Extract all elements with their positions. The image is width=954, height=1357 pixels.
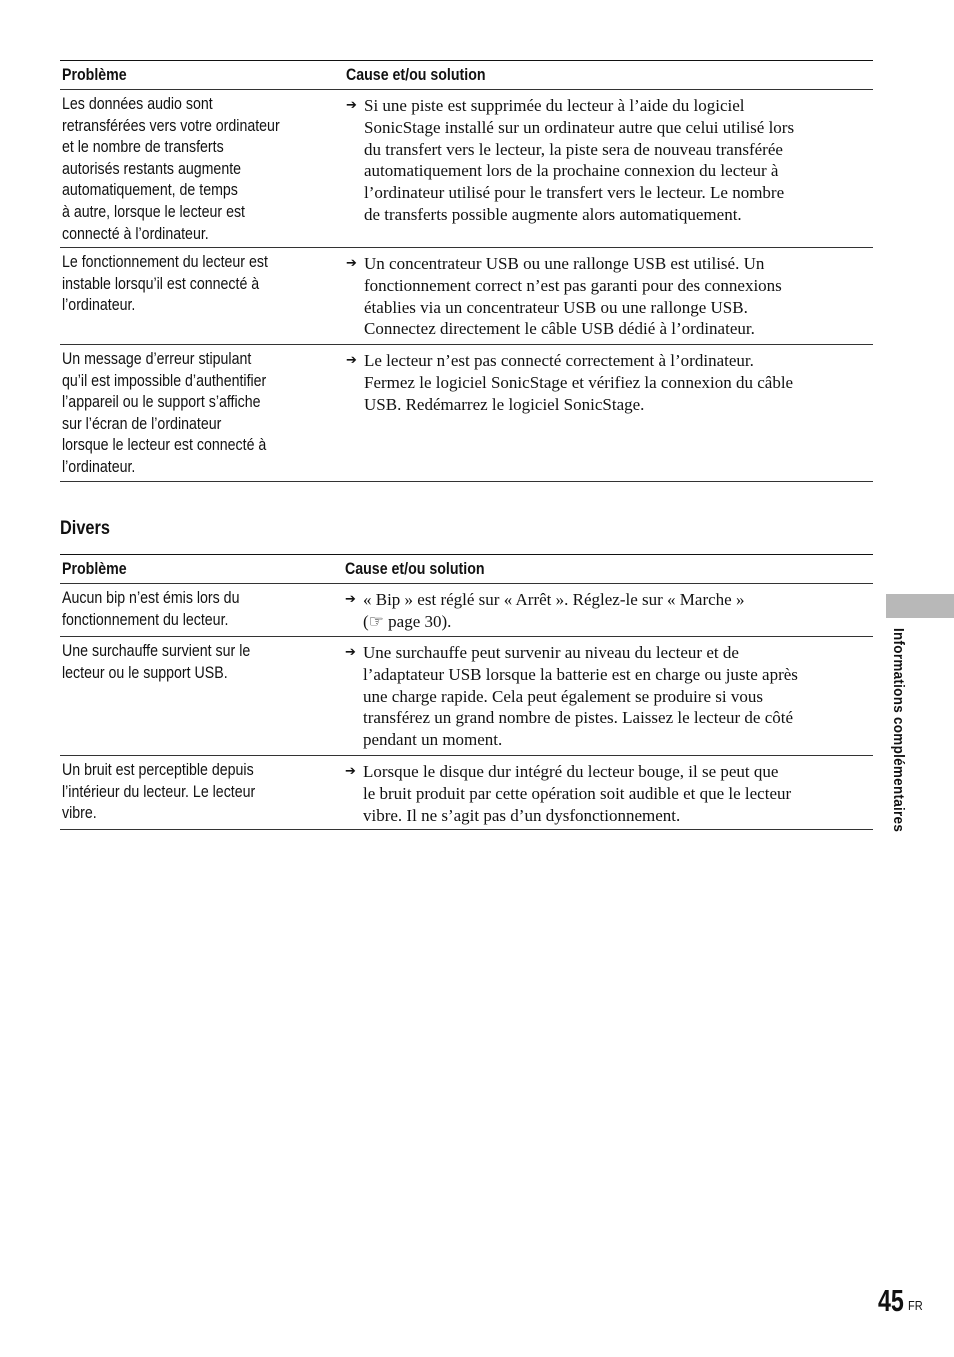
table-row: [60, 345, 873, 482]
table-row: [60, 248, 873, 345]
table-header: [60, 555, 873, 584]
table-row: [60, 637, 873, 756]
problem-text: Aucun bip n’est émis lors du fonctionnement du lecteur.: [62, 589, 240, 629]
page-language: FR: [908, 1298, 923, 1313]
arrow-icon: ➔: [346, 98, 357, 113]
troubleshooting-table-2: [60, 554, 873, 830]
page-number: 45: [878, 1283, 904, 1318]
problem-text: Un message d’erreur stipulant qu’il est impossible d’authentifier l’appareil ou le support s’affiche sur l’écran de l’ordinateur lorsque le lecteur est connecté à l’ordinateur.: [62, 350, 267, 476]
header-problem: Problème: [62, 65, 127, 84]
table-row: [60, 584, 873, 637]
arrow-icon: ➔: [346, 256, 357, 271]
header-solution: Cause et/ou solution: [346, 65, 486, 84]
troubleshooting-table-1: [60, 60, 873, 482]
arrow-icon: ➔: [345, 592, 356, 607]
table-row: [60, 756, 873, 830]
problem-text: Un bruit est perceptible depuis l’intérieur du lecteur. Le lecteur vibre.: [62, 761, 256, 823]
header-problem: Problème: [62, 559, 127, 578]
header-solution: Cause et/ou solution: [345, 559, 485, 578]
problem-text: Les données audio sont retransférées vers votre ordinateur et le nombre de transferts autorisés restants augmente automatiquement, de temps à autre, lorsque le lecteur est connecté à l’ordinateur.: [62, 95, 280, 243]
side-label: Informations complémentaires: [890, 628, 907, 833]
solution-text: « Bip » est réglé sur « Arrêt ». Réglez-le sur « Marche » (☞ page 30).: [363, 590, 745, 631]
arrow-icon: ➔: [346, 353, 357, 368]
table-row: [60, 90, 873, 248]
solution-text: Le lecteur n’est pas connecté correctement à l’ordinateur. Fermez le logiciel SonicStage et vérifiez la connexion du câble USB. Redémarrez le logiciel SonicStage.: [364, 351, 794, 414]
problem-text: Une surchauffe survient sur le lecteur ou le support USB.: [62, 642, 251, 682]
side-tab-marker: [886, 594, 954, 618]
solution-text: Si une piste est supprimée du lecteur à l’aide du logiciel SonicStage installé sur un ordinateur autre que celui utilisé lors du transfert vers le lecteur, la piste sera de nouveau transférée automatiquement lors de la prochaine connexion du lecteur à l’ordinateur utilisé pour le transfert vers le lecteur. Le nombre de transferts possible augmente alors automatiquement.: [364, 96, 795, 224]
arrow-icon: ➔: [345, 645, 356, 660]
arrow-icon: ➔: [345, 764, 356, 779]
problem-text: Le fonctionnement du lecteur est instable lorsqu’il est connecté à l’ordinateur.: [62, 253, 268, 315]
table-header: [60, 61, 873, 90]
section-title: Divers: [60, 518, 110, 539]
solution-text: Une surchauffe peut survenir au niveau du lecteur et de l’adaptateur USB lorsque la batterie est en charge ou juste après une charge rapide. Cela peut également se produire si vous transférez un grand nombre de pistes. Laissez le lecteur de côté pendant un moment.: [363, 643, 798, 750]
solution-text: Un concentrateur USB ou une rallonge USB est utilisé. Un fonctionnement correct n’est pas garanti pour des connexions établies via un concentrateur USB ou une rallonge USB. Connectez directement le câble USB dédié à l’ordinateur.: [364, 254, 782, 339]
solution-text: Lorsque le disque dur intégré du lecteur bouge, il se peut que le bruit produit par cette opération soit audible et que le lecteur vibre. Il ne s’agit pas d’un dysfonctionnement.: [363, 762, 792, 825]
